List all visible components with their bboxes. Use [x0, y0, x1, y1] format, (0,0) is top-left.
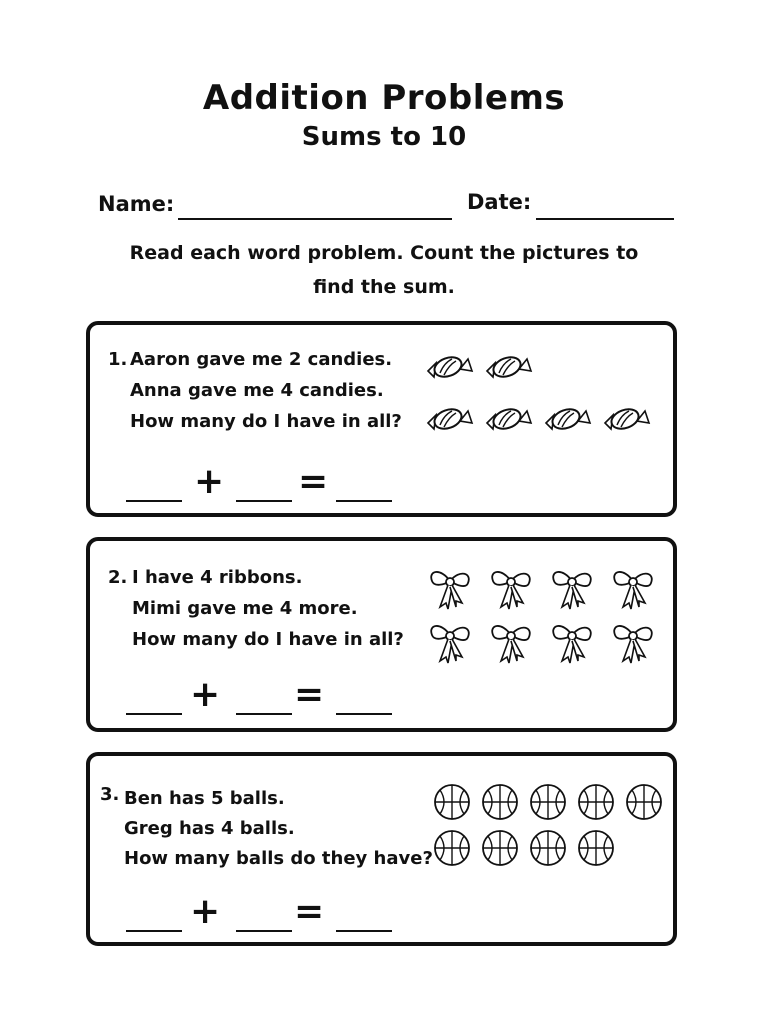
problem-card-1: [86, 321, 677, 517]
problem-line: Greg has 4 balls.: [124, 818, 295, 839]
ribbon-bow-icon: [553, 626, 591, 663]
ribbon-pictures: [426, 563, 659, 665]
name-label: Name:: [98, 192, 175, 216]
answer-blank[interactable]: [126, 713, 182, 715]
plus-sign: +: [190, 674, 221, 715]
basketball-icon: [627, 785, 661, 819]
equation-row: [126, 461, 396, 508]
equals-sign: =: [298, 461, 329, 502]
answer-blank[interactable]: [236, 930, 292, 932]
problem-card-2: [86, 537, 677, 732]
candy-pictures: [424, 349, 651, 437]
equals-sign: =: [294, 674, 325, 715]
instructions-line-1: Read each word problem. Count the pictures to: [129, 242, 639, 264]
problem-line: How many do I have in all?: [130, 411, 402, 432]
plus-sign: +: [194, 461, 225, 502]
answer-blank[interactable]: [126, 930, 182, 932]
instructions-line-2: find the sum.: [313, 276, 455, 298]
ribbon-bow-icon: [492, 626, 530, 663]
basketball-icon: [579, 831, 613, 865]
basketball-icon: [435, 831, 469, 865]
problem-number: 2.: [108, 567, 128, 588]
problem-line: I have 4 ribbons.: [132, 567, 303, 588]
problem-number: 1.: [108, 349, 128, 370]
worksheet-title: Addition Problems: [202, 78, 566, 118]
ribbon-bow-icon: [614, 572, 652, 609]
worksheet-subtitle: Sums to 10: [301, 122, 467, 152]
problem-number: 3.: [100, 784, 120, 805]
basketball-icon: [483, 831, 517, 865]
basketball-icon: [531, 785, 565, 819]
instructions: [100, 236, 668, 304]
ribbon-bow-icon: [614, 626, 652, 663]
ribbon-bow-icon: [431, 572, 469, 609]
ribbon-bow-icon: [553, 572, 591, 609]
equation-row: [126, 891, 396, 938]
candy-icon: [546, 406, 590, 432]
answer-blank[interactable]: [236, 500, 292, 502]
basketball-icon: [483, 785, 517, 819]
problem-line: How many balls do they have?: [124, 848, 433, 869]
date-field-line[interactable]: [536, 218, 674, 220]
candy-icon: [487, 406, 531, 432]
problem-line: Anna gave me 4 candies.: [130, 380, 384, 401]
answer-blank[interactable]: [336, 713, 392, 715]
candy-icon: [605, 406, 649, 432]
answer-blank[interactable]: [236, 713, 292, 715]
equals-sign: =: [294, 891, 325, 932]
basketball-icon: [435, 785, 469, 819]
problem-line: Ben has 5 balls.: [124, 788, 285, 809]
problem-line: How many do I have in all?: [132, 629, 404, 650]
date-label: Date:: [467, 190, 532, 214]
basketball-icon: [579, 785, 613, 819]
plus-sign: +: [190, 891, 221, 932]
basketball-icon: [531, 831, 565, 865]
equation-row: [126, 674, 396, 721]
ribbon-bow-icon: [492, 572, 530, 609]
problem-line: Mimi gave me 4 more.: [132, 598, 358, 619]
problem-line: Aaron gave me 2 candies.: [130, 349, 393, 370]
candy-icon: [428, 406, 472, 432]
answer-blank[interactable]: [126, 500, 182, 502]
answer-blank[interactable]: [336, 930, 392, 932]
problem-card-3: [86, 752, 677, 946]
candy-icon: [487, 354, 531, 380]
answer-blank[interactable]: [336, 500, 392, 502]
ribbon-bow-icon: [431, 626, 469, 663]
candy-icon: [428, 354, 472, 380]
basketball-pictures: [434, 784, 664, 868]
name-field-line[interactable]: [178, 218, 452, 220]
